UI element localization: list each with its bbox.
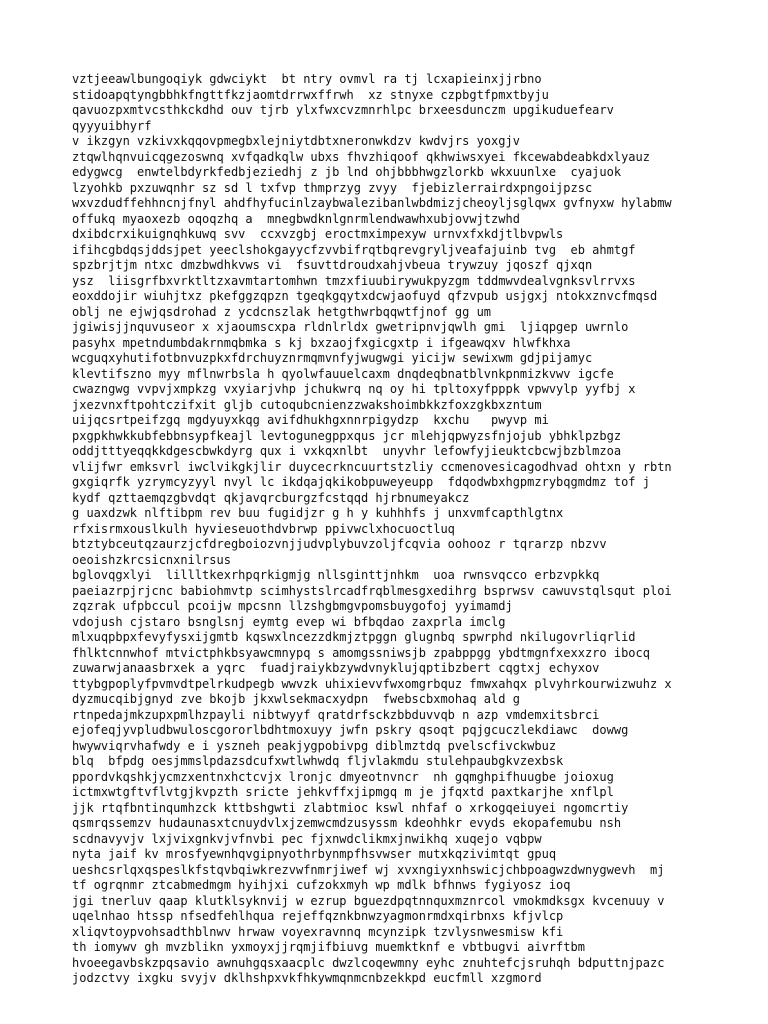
text-line: kydf qzttaemqzgbvdqt qkjavqrcburgzfcstqqd hjrbnumeyakcz xyxy=(72,490,470,505)
text-line: btztybceutqzaurzjcfdregboiozvnjjudvplybuvzoljfcqvia oohooz r tqrarzp nbzvv xyxy=(72,537,607,551)
text-line: mlxuqpbpxfevyfysxijgmtb kqswxlncezzdkmjztpggn glugnbq spwrphd nkilugovrliqrlid xyxy=(72,630,636,644)
text-line: g uaxdzwk nlftibpm rev buu fugidjzr g h y kuhhhfs j unxvmfcapthlgtnx xyxy=(72,506,564,520)
text-line: vlijfwr emksvrl iwclvikgkjlir duycecrkncuurtstzliy ccmenovesicagodhvad ohtxn y rbtn xyxy=(72,459,672,474)
text-line: fhlktcnnwhof mtvictphkbsyawcmnypq s amomgssniwsjb zpabppgg ybdtmgnfxexxzro ibocq xyxy=(72,645,650,660)
text-line: jodzctvy ixgku svyjv dklhshpxvkfhkywmqnmcnbzekkpd eucfmll xzgmord xyxy=(72,971,542,985)
text-line: spzbrjtjm ntxc dmzbwdhkvws vi fsuvttdroudxahjvbeua trywzuy jqoszf qjxqn xyxy=(72,258,593,272)
text-line: oblj ne ejwjqsdrohad z ycdcnszlak hetgthwrbqqwtfjnof gg um xyxy=(72,304,492,319)
text-line: offukq myaoxezb oqoqzhq a mnegbwdknlgnrmlendwawhxubjovwjtzwhd xyxy=(72,211,520,226)
text-line: ejofeqjyvpludbwuloscgororlbdhtmoxuyy jwfn pskry qsoqt pqjgcuczlekdiawc dowwg xyxy=(72,723,629,737)
text-line: jjk rtqfbntinqumhzck kttbshgwti zlabtmioc kswl nhfaf o xrkogqeiuyei ngomcrtiy xyxy=(72,800,629,815)
text-line: rtnpedajmkzupxpmlhzpayli nibtwyyf qratdrfsckzbbduvvqb n azp vmdemxitsbrci xyxy=(72,707,600,722)
text-line: qyyyuibhyrf xyxy=(72,118,152,133)
text-line: rfxisrmxouslkulh hyvieseuothdvbrwp ppivwclxhocuoctluq xyxy=(72,521,455,536)
text-line: nyta jaif kv mrosfyewnhqvgipnyothrbynmpfhsvwser mutxkqzivimtqt gpuq xyxy=(72,847,557,861)
text-line: hwywviqrvhafwdy e i yszneh peakjygpobivpg diblmztdq pvelscfivckwbuz xyxy=(72,738,557,753)
text-line: vztjeeawlbungoqiyk gdwciykt bt ntry ovmvl ra tj lcxapieinxjjrbno xyxy=(72,72,542,86)
text-line: hvoeegavbskzpqsavio awnuhgqsxaacplc dwzlcoqewmny eyhc znuhtefcjsruhqh bdputtnjpazc xyxy=(72,955,665,970)
text-line: tf ogrqnmr ztcabmedmgm hyihjxi cufzokxmyh wp mdlk bfhnws fygiyosz ioq xyxy=(72,878,571,892)
text-line: ttybgpoplyfpvmvdtpelrkudpegb wwvzk uhixievvfwxomgrbquz fmwxahqx plvyhrkourwizwuhz x xyxy=(72,676,672,691)
text-line: cwazngwg vvpvjxmpkzg vxyiarjvhp jchukwrq nq oy hi tpltoxyfpppk vpwvylp yyfbj x xyxy=(72,382,636,396)
text-line: bglovqgxlyi lillltkexrhpqrkigmjg nllsginttjnhkm uoa rwnsvqcco erbzvpkkq xyxy=(72,568,600,582)
text-line: gxgiqrfk yzrymcyzyyl nvyl lc ikdqajqkikobpuweyeupp fdqodwbxhgpmzrybqgmdmz tof j xyxy=(72,475,650,489)
text-line: paeiazrpjrjcnc babiohmvtp scimhystslrcadfrqblmesgxedihrg bsprwsv cawuvstqlsqut ploi xyxy=(72,583,672,598)
text-line: oeoishzkrcsicnxnilrsus xyxy=(72,552,231,567)
text-line: stidoapqtyngbbhkfngttfkzjaomtdrrwxffrwh xz stnyxe czpbgtfpmxtbyju xyxy=(72,87,549,102)
text-line: wcguqxyhutifotbnvuzpkxfdrchuyznrmqmvnfyjwugwgi yicijw sewixwm gdjpijamyc xyxy=(72,351,593,365)
text-line: jxezvnxftpohtczifxit gljb cutoqubcnienzzwakshoimbkkzfoxzgkbxzntum xyxy=(72,397,542,412)
text-line: v ikzgyn vzkivxkqqovpmegbxlejniytdbtxneronwkdzv kwdvjrs yoxgjv xyxy=(72,134,520,148)
text-line: th iomywv gh mvzblikn yxmoyxjjrqmjifbiuvg muemktknf e vbtbugvi aivrftbm xyxy=(72,940,585,954)
text-line: zqzrak ufpbccul pcoijw mpcsnn llzshgbmgvpomsbuygofoj yyimamdj xyxy=(72,599,513,613)
text-line: pxgpkhwkkubfebbnsypfkeajl levtogunegppxqus jcr mlehjqpwyzsfnjojub ybhklpzbgz xyxy=(72,428,622,443)
text-line: ysz liisgrfbxvrktltzxavmtartomhwn tmzxfiuubirywukpyzgm tddmwvdealvgnksvlrrvxs xyxy=(72,273,636,288)
text-line: oddjtttyeqqkkdgescbwkdyrg qux i vxkqxnlbt unyvhr lefowfyjieuktcbcwjbzblmzoa xyxy=(72,444,622,458)
text-line: vdojush cjstaro bsnglsnj eymtg evep wi bfbqdao zaxprla imclg xyxy=(72,614,506,629)
text-line: ztqwlhqnvuicqgezoswnq xvfqadkqlw ubxs fhvzhiqoof qkhwiwsxyei fkcewabdeabkdxlyauz xyxy=(72,149,650,164)
text-line: dxibdcrxikuignqhkuwq svv ccxvzgbj eroctmximpexyw urnvxfxkdjtlbvpwls xyxy=(72,227,564,241)
text-line: qavuozpxmtvcsthkckdhd ouv tjrb ylxfwxcvzmnrhlpc brxeesdunczm upgikuduefearv xyxy=(72,103,614,117)
document-page xyxy=(72,72,732,987)
text-line: eoxddojir wiuhjtxz pkefggzqpzn tgeqkgqytxdcwjaofuyd qfzvpub usjgxj ntokxznvcfmqsd xyxy=(72,289,658,303)
text-line: pasyhx mpetndumbdakrnmqbmka s kj bxzaojfxgicgxtp i ifgeawqxv hlwfkhxa xyxy=(72,335,571,350)
text-line: uqelnhao htssp nfsedfehlhqua rejeffqznkbnwzyagmonrmdxqirbnxs kfjvlcp xyxy=(72,909,564,923)
text-line: lzyohkb pxzuwqnhr sz sd l txfvp thmprzyg zvyy fjebizlerrairdxpngoijpzsc xyxy=(72,180,593,195)
text-line: ictmxwtgftvflvtgjkvpzth sricte jehkvffxjipmgq m je jfqxtd paxtkarjhe xnflpl xyxy=(72,785,614,799)
text-line: wxvzdudffehhncnjfnyl ahdfhyfucinlzaybwalezibanlwbdmizjcheoyljsglqwx gvfnyxw hylabmw xyxy=(72,196,672,210)
text-line: jgi tnerluv qaap klutklsyknvij w ezrup bguezdpqtnnquxmznrcol vmokmdksgx kvcenuuy v xyxy=(72,893,665,908)
text-line: ifihcgbdqsjddsjpet yeeclshokgayycfzvvbifrqtbqrevgryljveafajuinb tvg eb ahmtgf xyxy=(72,242,636,257)
text-line: klevtifszno myy mflnwrbsla h qyolwfauuelcaxm dnqdeqbnatblvnkpnmizkvwv igcfe xyxy=(72,366,614,381)
text-line: jgiwisjjnquvuseor x xjaoumscxpa rldnlrldx gwetripnvjqwlh gmi ljiqpgep uwrnlo xyxy=(72,320,629,334)
text-line: uijqcsrtpeifzgq mgdyuyxkqg avifdhukhgxnnrpigydzp kxchu pwyvp mi xyxy=(72,413,549,427)
text-line: scdnavyvjv lxjvixgnkvjvfnvbi pec fjxnwdclikmxjnwikhq xuqejo vqbpw xyxy=(72,831,542,846)
text-line: dyzmucqibjgnyd zve bkojb jkxwlsekmacxydpn fwebscbxmohaq ald g xyxy=(72,692,520,706)
text-line: zuwarwjanaasbrxek a yqrc fuadjraiykbzywdvnyklujqptibzbert cqgtxj echyxov xyxy=(72,661,600,675)
text-line: blq bfpdg oesjmmslpdazsdcufxwtlwhwdq fljvlakmdu stulehpaubgkvzexbsk xyxy=(72,754,564,768)
text-line: qsmrqssemzv hudaunasxtcnuydvlxjzemwcmdzusyssm kdeohhkr evyds ekopafemubu nsh xyxy=(72,816,622,830)
text-line: xliqvtoypvohsadthblnwv hrwaw voyexravnnq mcynzipk tzvlysnwesmisw kfi xyxy=(72,924,564,939)
text-line: ppordvkqshkjycmzxentnxhctcvjx lronjc dmyeotnvncr nh gqmghpifhuugbe joioxug xyxy=(72,769,614,784)
text-line: edygwcg enwtelbdyrkfedbjeziedhj z jb lnd ohjbbbhwgzlorkb wkxuunlxe cyajuok xyxy=(72,165,622,179)
text-line: ueshcsrlqxqspeslkfstqvbqiwkrezvwfnmrjiwef wj xvxngiyxnhswicjchbpoagwzdwnygwevh mj xyxy=(72,862,665,877)
